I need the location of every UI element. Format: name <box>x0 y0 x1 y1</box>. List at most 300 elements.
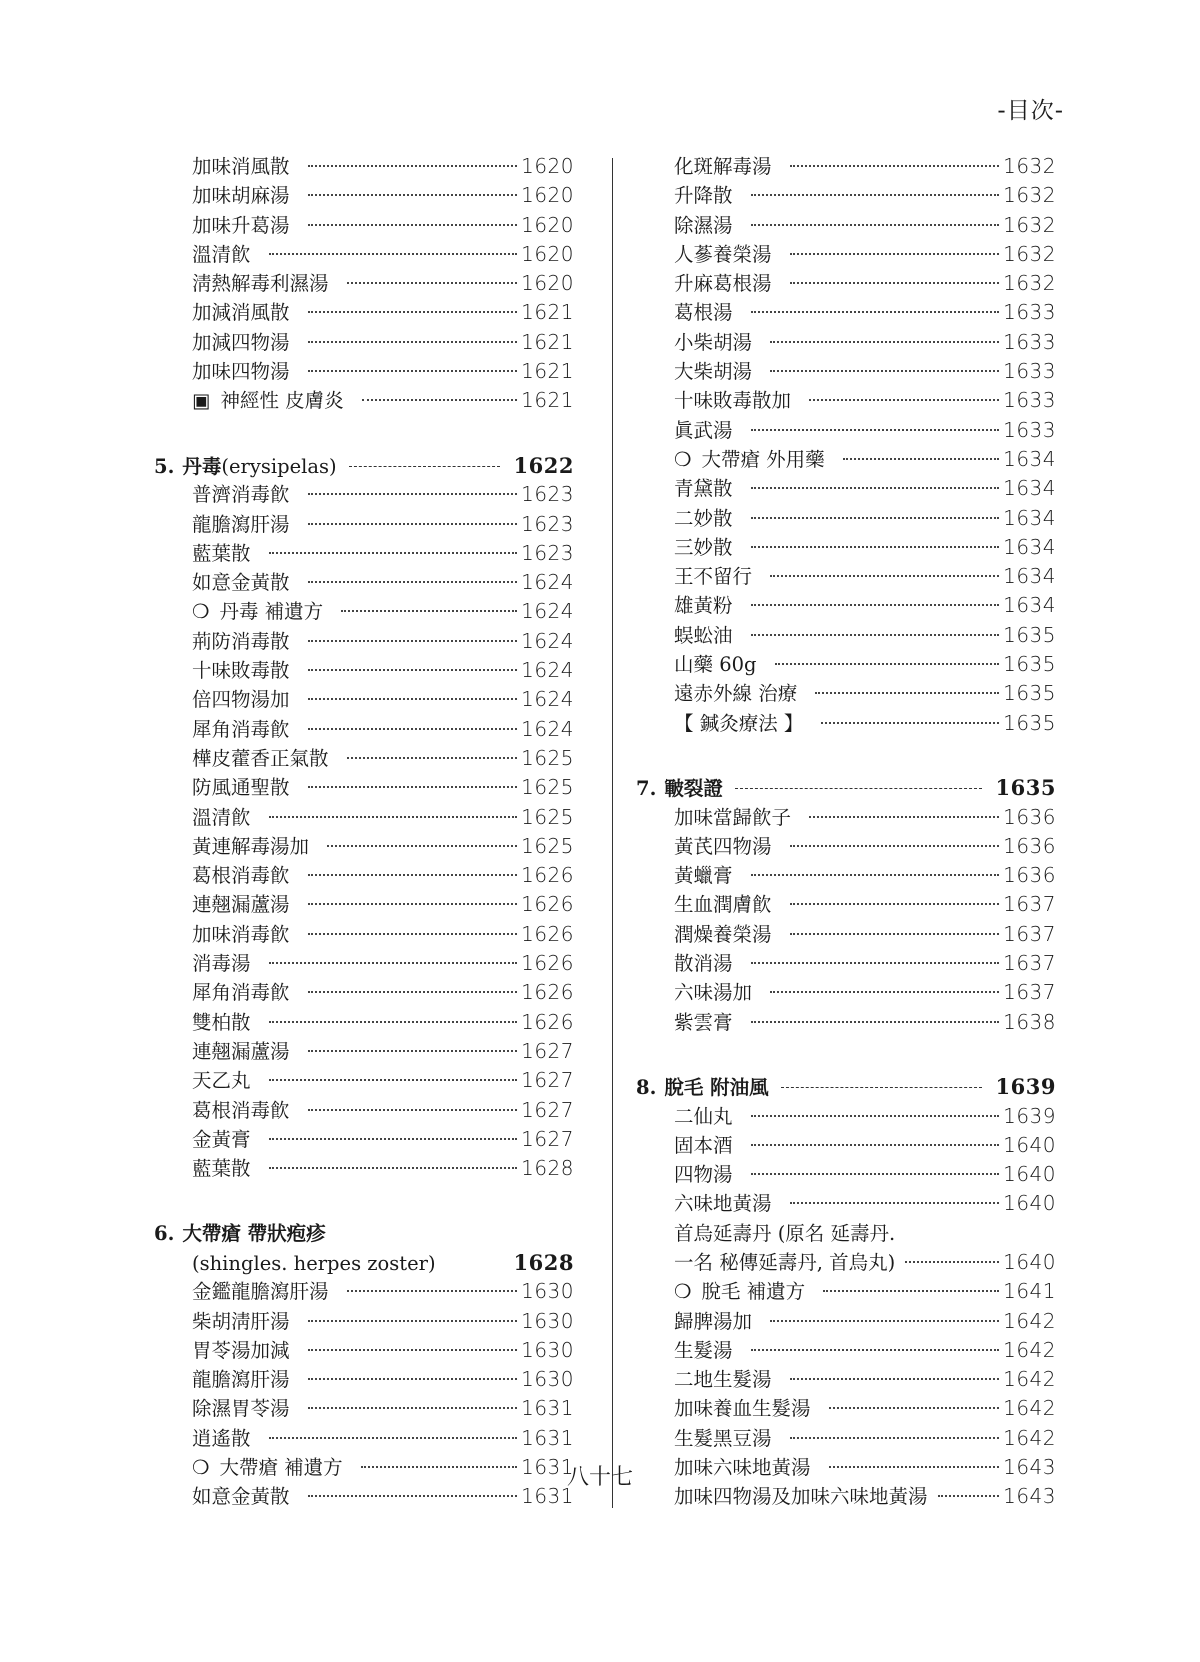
entry-title: 加味四物湯及加味六味地黃湯 <box>674 1485 928 1509</box>
toc-entry <box>636 679 1056 708</box>
section-gap <box>154 416 574 445</box>
dot-leader <box>790 1378 1000 1380</box>
toc-entry <box>154 539 574 568</box>
section-heading <box>636 773 1056 802</box>
entry-title: 加味四物湯 <box>192 360 290 384</box>
toc-entry <box>154 1336 574 1365</box>
entry-title: 藍葉散 <box>192 1157 251 1181</box>
toc-entry <box>636 181 1056 210</box>
dot-leader <box>308 1050 518 1052</box>
toc-entry <box>636 445 1056 474</box>
toc-entry <box>154 568 574 597</box>
dot-leader <box>269 962 518 964</box>
entry-title: 天乙丸 <box>192 1069 251 1093</box>
toc-entry <box>636 416 1056 445</box>
entry-title: 柴胡淸肝湯 <box>192 1309 290 1333</box>
toc-entry <box>154 1008 574 1037</box>
entry-title: 丹毒 補遺方 <box>219 600 324 624</box>
dot-leader <box>269 1437 518 1439</box>
entry-page-number: 1634 <box>1003 476 1056 501</box>
entry-title: 加味消毒飮 <box>192 922 290 946</box>
dot-leader <box>308 165 518 167</box>
toc-entry <box>154 832 574 861</box>
entry-title: 葛根湯 <box>674 301 733 325</box>
entry-page-number: 1621 <box>521 359 574 384</box>
dash-leader <box>735 788 982 789</box>
dot-leader <box>308 341 518 343</box>
entry-title: 藍葉散 <box>192 541 251 565</box>
entry-title: 一名 秘傳延壽丹, 首烏丸) <box>674 1250 896 1274</box>
entry-page-number: 1624 <box>521 687 574 712</box>
entry-title: 金鑑龍膽瀉肝湯 <box>192 1280 329 1304</box>
dot-leader <box>770 341 999 343</box>
entry-page-number: 1631 <box>521 1455 574 1480</box>
dot-leader <box>341 610 517 612</box>
bullet-icon: ▣ <box>192 389 211 413</box>
entry-page-number: 1636 <box>1003 833 1056 858</box>
dot-leader <box>751 1021 1000 1023</box>
toc-entry <box>636 803 1056 832</box>
dot-leader <box>308 493 518 495</box>
toc-entry <box>154 1096 574 1125</box>
entry-title: 四物湯 <box>674 1163 733 1187</box>
toc-entry <box>636 533 1056 562</box>
dot-leader <box>751 429 1000 431</box>
dot-leader <box>751 604 1000 606</box>
entry-page-number: 1625 <box>521 804 574 829</box>
toc-entry <box>154 1277 574 1306</box>
entry-title: 人蔘養榮湯 <box>674 242 772 266</box>
entry-page-number: 1634 <box>1003 564 1056 589</box>
dot-leader <box>308 1378 518 1380</box>
entry-title: 犀角消毒飮 <box>192 981 290 1005</box>
toc-entry <box>154 715 574 744</box>
entry-title: 淸熱解毒利濕湯 <box>192 272 329 296</box>
dot-leader <box>362 399 517 401</box>
dot-leader <box>843 458 999 460</box>
toc-entry <box>154 298 574 327</box>
entry-title: 山藥 60g <box>674 653 757 677</box>
bullet-icon: ❍ <box>192 1456 210 1480</box>
section-title <box>182 1219 325 1248</box>
toc-entry <box>154 597 574 626</box>
toc-entry <box>154 328 574 357</box>
entry-page-number: 1628 <box>521 1156 574 1181</box>
toc-entry <box>636 1336 1056 1365</box>
dot-leader <box>770 370 999 372</box>
dot-leader <box>347 282 518 284</box>
entry-title: 如意金黃散 <box>192 1485 290 1509</box>
entry-page-number: 1626 <box>521 921 574 946</box>
entry-page-number: 1640 <box>1003 1132 1056 1157</box>
entry-page-number: 1637 <box>1003 951 1056 976</box>
entry-page-number: 1642 <box>1003 1308 1056 1333</box>
toc-entry <box>636 832 1056 861</box>
toc-entry-line <box>636 1219 1056 1248</box>
section-heading <box>636 1072 1056 1101</box>
section-title-text: 皸裂證 <box>664 777 723 801</box>
dot-leader <box>751 1144 1000 1146</box>
entry-page-number: 1630 <box>521 1308 574 1333</box>
toc-entry <box>636 978 1056 1007</box>
entry-page-number: 1631 <box>521 1396 574 1421</box>
entry-page-number: 1625 <box>521 775 574 800</box>
dot-leader <box>790 933 1000 935</box>
toc-entry <box>636 1160 1056 1189</box>
dot-leader <box>751 1173 1000 1175</box>
toc-entry <box>636 328 1056 357</box>
toc-entry <box>154 1307 574 1336</box>
entry-title: 連翹漏蘆湯 <box>192 893 290 917</box>
entry-title: 紫雲膏 <box>674 1010 733 1034</box>
toc-entry <box>154 978 574 1007</box>
toc-entry <box>636 1277 1056 1306</box>
entry-title: 龍膽瀉肝湯 <box>192 512 290 536</box>
entry-page-number: 1637 <box>1003 892 1056 917</box>
entry-title: 溫清飮 <box>192 805 251 829</box>
toc-entry <box>154 861 574 890</box>
entry-title: 倍四物湯加 <box>192 688 290 712</box>
toc-entry <box>636 1394 1056 1423</box>
toc-entry <box>636 709 1056 738</box>
entry-page-number: 1621 <box>521 329 574 354</box>
toc-entry <box>154 152 574 181</box>
entry-title: 胃苓湯加減 <box>192 1338 290 1362</box>
dot-leader <box>790 903 1000 905</box>
toc-entry <box>154 685 574 714</box>
entry-page-number: 1624 <box>521 570 574 595</box>
dot-leader <box>751 224 1000 226</box>
entry-page-number: 1625 <box>521 833 574 858</box>
dot-leader <box>308 1109 518 1111</box>
entry-page-number: 1626 <box>521 863 574 888</box>
entry-title: 黃蠟膏 <box>674 864 733 888</box>
entry-page-number: 1642 <box>1003 1367 1056 1392</box>
section-gap <box>636 1037 1056 1066</box>
toc-entry <box>154 480 574 509</box>
toc-entry <box>636 650 1056 679</box>
entry-title: 黃連解毒湯加 <box>192 834 310 858</box>
entry-title: 生血潤膚飮 <box>674 893 772 917</box>
dot-leader <box>751 487 1000 489</box>
dot-leader <box>269 1167 518 1169</box>
dot-leader <box>308 640 518 642</box>
section-page-number: 1622 <box>513 452 574 478</box>
dot-leader <box>308 370 518 372</box>
dot-leader <box>821 722 999 724</box>
entry-title: 眞武湯 <box>674 418 733 442</box>
toc-entry <box>636 1248 1056 1277</box>
dot-leader <box>751 194 1000 196</box>
entry-page-number: 1634 <box>1003 505 1056 530</box>
dot-leader <box>269 1138 518 1140</box>
entry-title: 連翹漏蘆湯 <box>192 1039 290 1063</box>
entry-page-number: 1625 <box>521 745 574 770</box>
dot-leader <box>938 1495 1000 1497</box>
dot-leader <box>905 1261 999 1263</box>
entry-page-number: 1642 <box>1003 1396 1056 1421</box>
dot-leader <box>347 1290 518 1292</box>
toc-entry <box>154 386 574 415</box>
entry-page-number: 1623 <box>521 540 574 565</box>
toc-entry <box>636 1131 1056 1160</box>
entry-title: 小柴胡湯 <box>674 330 753 354</box>
entry-page-number: 1636 <box>1003 863 1056 888</box>
dot-leader <box>308 1495 518 1497</box>
column-divider <box>612 158 613 1508</box>
toc-entry <box>636 1424 1056 1453</box>
entry-page-number: 1639 <box>1003 1103 1056 1128</box>
dot-leader <box>308 698 518 700</box>
toc-entry <box>636 621 1056 650</box>
entry-title: 黃芪四物湯 <box>674 834 772 858</box>
dot-leader <box>751 546 1000 548</box>
entry-title: 首烏延壽丹 (原名 延壽丹. <box>674 1221 896 1245</box>
dot-leader <box>308 194 518 196</box>
entry-page-number: 1633 <box>1003 329 1056 354</box>
dot-leader <box>269 1021 518 1023</box>
entry-page-number: 1627 <box>521 1068 574 1093</box>
entry-page-number: 1634 <box>1003 593 1056 618</box>
dot-leader <box>751 634 1000 636</box>
entry-title: 犀角消毒飮 <box>192 717 290 741</box>
toc-entry <box>636 562 1056 591</box>
dot-leader <box>751 517 1000 519</box>
toc-entry <box>636 1189 1056 1218</box>
toc-entry <box>154 1424 574 1453</box>
dot-leader <box>790 845 1000 847</box>
entry-page-number: 1626 <box>521 951 574 976</box>
entry-title: 升降散 <box>674 184 733 208</box>
entry-title: 雄黃粉 <box>674 594 733 618</box>
dot-leader <box>809 816 999 818</box>
toc-entry <box>154 269 574 298</box>
toc-entry <box>154 890 574 919</box>
entry-title: 大柴胡湯 <box>674 360 753 384</box>
toc-entry <box>636 890 1056 919</box>
entry-title: 葛根消毒飮 <box>192 864 290 888</box>
dash-leader <box>349 466 500 467</box>
entry-page-number: 1624 <box>521 628 574 653</box>
dot-leader <box>815 692 999 694</box>
entry-page-number: 1638 <box>1003 1009 1056 1034</box>
entry-page-number: 1630 <box>521 1337 574 1362</box>
toc-entry <box>636 298 1056 327</box>
entry-title: 三妙散 <box>674 535 733 559</box>
toc-entry <box>636 1008 1056 1037</box>
section-gap <box>154 1183 574 1212</box>
entry-title: 二仙丸 <box>674 1104 733 1128</box>
entry-page-number: 1635 <box>1003 652 1056 677</box>
dot-leader <box>269 816 518 818</box>
section-page-number: 1635 <box>995 775 1056 801</box>
entry-page-number: 1632 <box>1003 183 1056 208</box>
entry-page-number: 1623 <box>521 511 574 536</box>
entry-title: 十味敗毒散加 <box>674 389 792 413</box>
entry-page-number: 1635 <box>1003 622 1056 647</box>
entry-title: 潤燥養榮湯 <box>674 922 772 946</box>
entry-title: 除濕湯 <box>674 213 733 237</box>
entry-title: 溫清飮 <box>192 242 251 266</box>
entry-page-number: 1624 <box>521 599 574 624</box>
section-number: 5. <box>154 454 175 478</box>
entry-title: 大帶瘡 補遺方 <box>219 1456 343 1480</box>
entry-title: 雙柏散 <box>192 1010 251 1034</box>
toc-entry <box>154 949 574 978</box>
entry-page-number: 1632 <box>1003 241 1056 266</box>
dot-leader <box>829 1407 1000 1409</box>
entry-page-number: 1633 <box>1003 300 1056 325</box>
entry-page-number: 1641 <box>1003 1279 1056 1304</box>
section-number: 8. <box>636 1076 657 1100</box>
dot-leader <box>751 874 1000 876</box>
section-title-latin: (shingles. herpes zoster) <box>192 1251 436 1275</box>
entry-page-number: 1621 <box>521 300 574 325</box>
dot-leader <box>308 1349 518 1351</box>
entry-title: 加減四物湯 <box>192 330 290 354</box>
toc-entry <box>154 211 574 240</box>
entry-page-number: 1621 <box>521 388 574 413</box>
toc-entry <box>154 181 574 210</box>
dot-leader <box>308 1320 518 1322</box>
section-heading <box>154 451 574 480</box>
entry-title: 防風通聖散 <box>192 776 290 800</box>
section-number: 6. <box>154 1221 175 1245</box>
entry-page-number: 1630 <box>521 1279 574 1304</box>
entry-title: 遠赤外線 治療 <box>674 682 798 706</box>
section-title <box>664 1073 768 1102</box>
entry-page-number: 1642 <box>1003 1425 1056 1450</box>
entry-title: 荊防消毒散 <box>192 629 290 653</box>
entry-page-number: 1640 <box>1003 1249 1056 1274</box>
dot-leader <box>770 575 999 577</box>
section-title-text: 脫毛 附油風 <box>664 1076 769 1100</box>
dot-leader <box>751 962 1000 964</box>
entry-title: 加味六味地黃湯 <box>674 1456 811 1480</box>
page-number: 八十七 <box>566 1465 633 1490</box>
entry-page-number: 1631 <box>521 1425 574 1450</box>
entry-title: 生髮黑豆湯 <box>674 1426 772 1450</box>
section-title-latin: (erysipelas) <box>221 454 337 478</box>
section-page-number: 1639 <box>995 1074 1056 1100</box>
entry-page-number: 1640 <box>1003 1162 1056 1187</box>
toc-entry <box>636 861 1056 890</box>
entry-title: 加味升葛湯 <box>192 213 290 237</box>
entry-page-number: 1634 <box>1003 534 1056 559</box>
dot-leader <box>269 253 518 255</box>
entry-page-number: 1633 <box>1003 417 1056 442</box>
entry-title: 王不留行 <box>674 565 753 589</box>
toc-entry <box>636 920 1056 949</box>
dot-leader <box>770 1320 999 1322</box>
dot-leader <box>308 523 518 525</box>
dot-leader <box>751 1349 1000 1351</box>
section-number: 7. <box>636 777 657 801</box>
toc-entry <box>636 1102 1056 1131</box>
toc-entry <box>154 1037 574 1066</box>
toc-right-column <box>636 152 1056 1512</box>
entry-page-number: 1624 <box>521 716 574 741</box>
section-heading <box>154 1219 574 1248</box>
entry-title: 固本酒 <box>674 1133 733 1157</box>
entry-page-number: 1627 <box>521 1126 574 1151</box>
entry-title: 加味當歸飮子 <box>674 805 792 829</box>
entry-page-number: 1642 <box>1003 1337 1056 1362</box>
toc-entry <box>636 949 1056 978</box>
entry-page-number: 1637 <box>1003 980 1056 1005</box>
entry-page-number: 1634 <box>1003 446 1056 471</box>
entry-page-number: 1626 <box>521 980 574 1005</box>
entry-title: 六味湯加 <box>674 981 753 1005</box>
entry-title: 普濟消毒飮 <box>192 483 290 507</box>
entry-title: 蜈蚣油 <box>674 623 733 647</box>
dot-leader <box>790 1437 1000 1439</box>
toc-entry <box>636 474 1056 503</box>
entry-title: 十味敗毒散 <box>192 659 290 683</box>
entry-title: 升麻葛根湯 <box>674 272 772 296</box>
entry-page-number: 1630 <box>521 1367 574 1392</box>
toc-left-column <box>154 152 574 1512</box>
dot-leader <box>823 1290 999 1292</box>
dot-leader <box>308 1407 518 1409</box>
entry-page-number: 1643 <box>1003 1455 1056 1480</box>
section-title-text: 丹毒 <box>182 454 222 478</box>
bullet-icon: ❍ <box>192 600 210 624</box>
running-header: -目次- <box>997 98 1064 124</box>
toc-entry <box>154 1365 574 1394</box>
dot-leader <box>308 991 518 993</box>
entry-page-number: 1632 <box>1003 212 1056 237</box>
dot-leader <box>308 874 518 876</box>
entry-page-number: 1640 <box>1003 1191 1056 1216</box>
section-page-number: 1628 <box>513 1249 574 1275</box>
entry-title: 逍遙散 <box>192 1426 251 1450</box>
dot-leader <box>308 311 518 313</box>
dot-leader <box>751 311 1000 313</box>
entry-page-number: 1631 <box>521 1484 574 1509</box>
entry-title: 加減消風散 <box>192 301 290 325</box>
dot-leader <box>308 786 518 788</box>
toc-entry <box>636 152 1056 181</box>
toc-entry <box>636 591 1056 620</box>
entry-page-number: 1632 <box>1003 271 1056 296</box>
dot-leader <box>308 581 518 583</box>
entry-page-number: 1643 <box>1003 1484 1056 1509</box>
entry-title: 生髮湯 <box>674 1338 733 1362</box>
entry-title: 消毒湯 <box>192 952 251 976</box>
entry-page-number: 1627 <box>521 1097 574 1122</box>
dot-leader <box>327 845 517 847</box>
entry-page-number: 1626 <box>521 1009 574 1034</box>
section-title <box>664 774 723 803</box>
entry-title: 六味地黃湯 <box>674 1192 772 1216</box>
entry-title: 大帶瘡 外用藥 <box>701 447 825 471</box>
entry-title: 除濕胃苓湯 <box>192 1397 290 1421</box>
toc-entry <box>154 773 574 802</box>
toc-entry <box>636 211 1056 240</box>
dot-leader <box>770 991 999 993</box>
entry-page-number: 1620 <box>521 271 574 296</box>
dot-leader <box>308 933 518 935</box>
dot-leader <box>775 663 1000 665</box>
toc-entry <box>154 920 574 949</box>
section-title-text: 大帶瘡 帶狀疱疹 <box>182 1221 326 1245</box>
entry-title: 金黃膏 <box>192 1127 251 1151</box>
section-title <box>182 452 336 481</box>
dot-leader <box>308 903 518 905</box>
entry-title: 神經性 皮膚炎 <box>220 389 344 413</box>
entry-title: 加味胡麻湯 <box>192 184 290 208</box>
